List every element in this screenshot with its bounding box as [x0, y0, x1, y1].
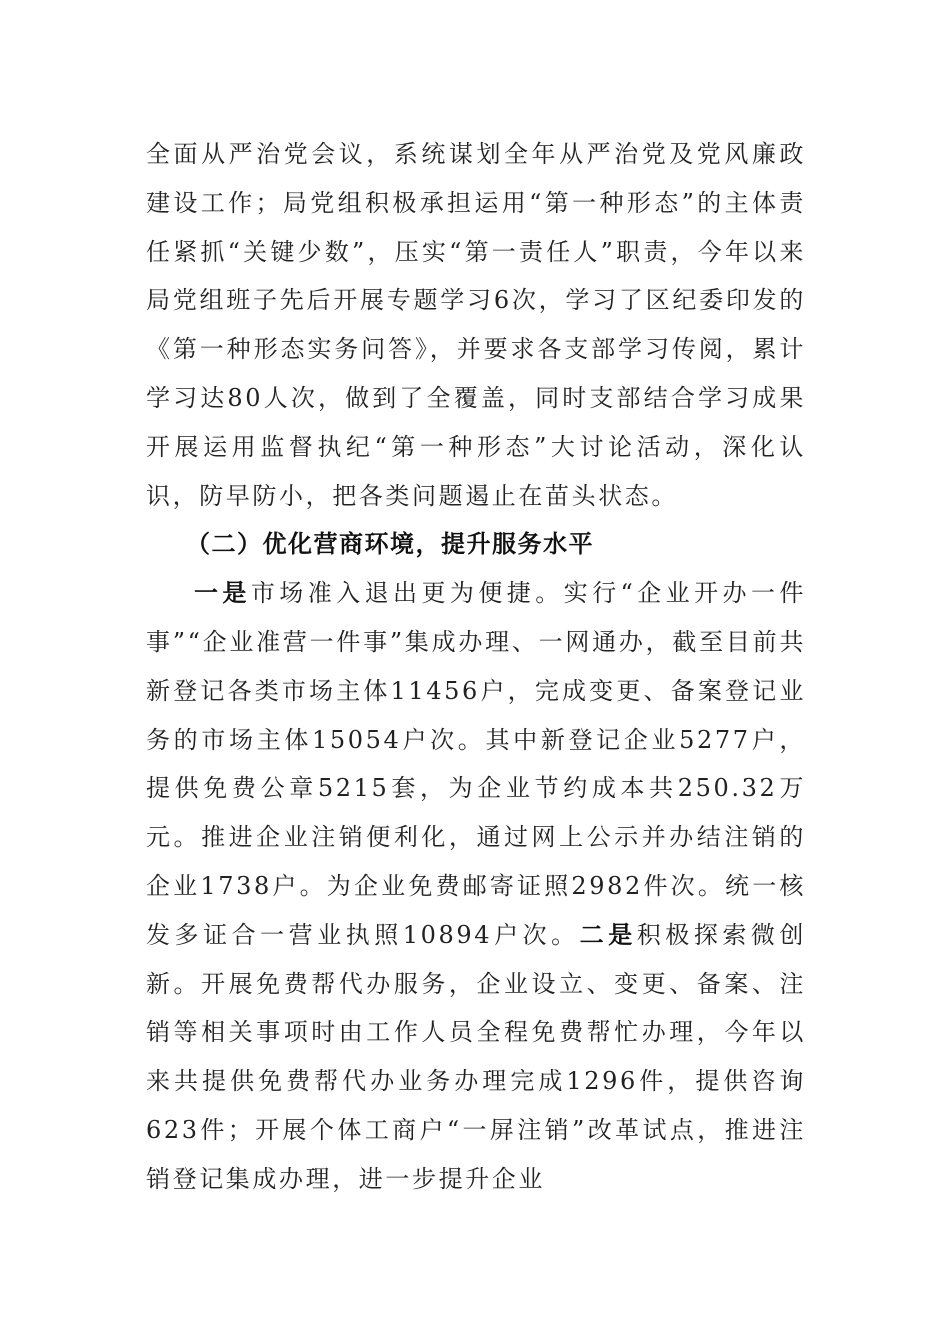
- paragraph-market-access: [146, 569, 806, 1203]
- lead-first-point: 一是: [194, 579, 251, 608]
- document-body: [146, 130, 806, 1204]
- text-first-point: 市场准入退出更为便捷。实行“企业开办一件事”“企业准营一件事”集成办理、一网通办，截至目前共新登记各类市场主体11456户，完成变更、备案登记业务的市场主体15054户次。其中新登记企业5277户，提供免费公章5215套，为企业节约成本共250.32万元。推进企业注销便利化，通过网上公示并办结注销的企业1738户。为企业免费邮寄证照2982件次。统一核发多证合一营业执照10894户次。: [146, 579, 806, 949]
- section-heading-business-environment: （二）优化营商环境，提升服务水平: [186, 530, 594, 559]
- paragraph-party-discipline: 全面从严治党会议，系统谋划全年从严治党及党风廉政建设工作；局党组积极承担运用“第一种形态”的主体责任紧抓“关键少数”，压实“第一责任人”职责，今年以来局党组班子先后开展专题学习6次，学习了区纪委印发的《第一种形态实务问答》，并要求各支部学习传阅，累计学习达80人次，做到了全覆盖，同时支部结合学习成果开展运用监督执纪“第一种形态”大讨论活动，深化认识，防早防小，把各类问题遏止在苗头状态。: [146, 140, 806, 510]
- text-second-point: 积极探索微创新。开展免费帮代办服务，企业设立、变更、备案、注销等相关事项时由工作人员全程免费帮忙办理，今年以来共提供免费帮代办业务办理完成1296件，提供咨询623件；开展个体工商户“一屏注销”改革试点，推进注销登记集成办理，进一步提升企业: [146, 920, 807, 1193]
- lead-second-point: 二是: [579, 920, 637, 949]
